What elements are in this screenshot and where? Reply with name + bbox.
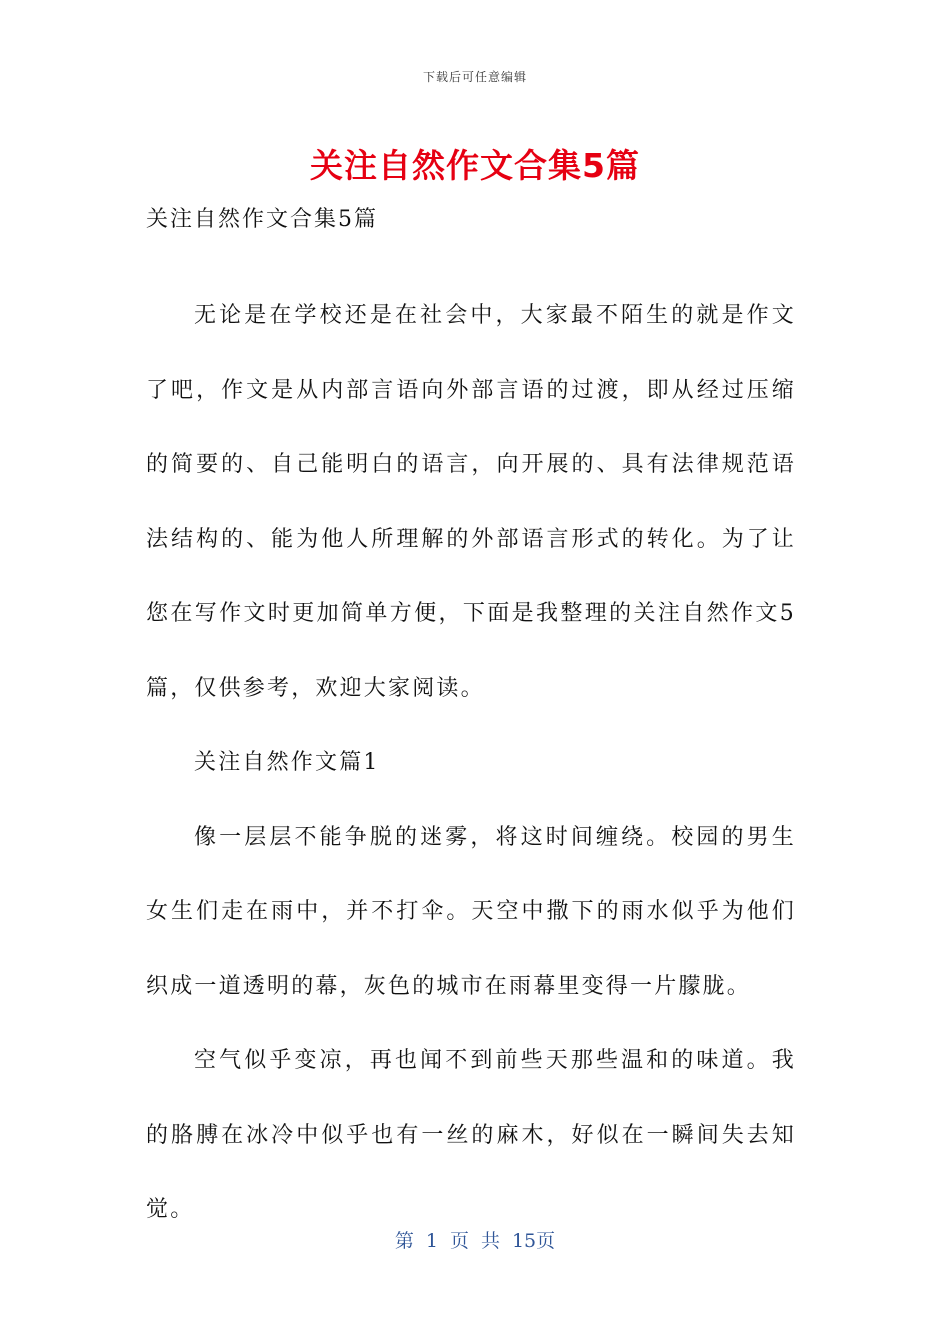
footer-prefix: 第	[394, 1230, 414, 1252]
footer-page-word: 页	[449, 1230, 469, 1252]
document-title: 关注自然作文合集5篇	[310, 146, 640, 185]
body-paragraph: 空气似乎变凉，再也闻不到前些天那些温和的味道。我的胳膊在冰冷中似乎也有一丝的麻木，好似在一瞬间失去知觉。	[146, 1048, 796, 1222]
document-body	[146, 200, 796, 1248]
document-subtitle: 关注自然作文合集5篇	[146, 207, 378, 232]
page-header-note: 下载后可任意编辑	[422, 70, 527, 84]
footer-total-pages: 15页	[511, 1230, 556, 1252]
page-number-footer	[0, 1226, 950, 1253]
intro-paragraph: 无论是在学校还是在社会中，大家最不陌生的就是作文了吧，作文是从内部言语向外部言语的过渡，即从经过压缩的简要的、自己能明白的语言，向开展的、具有法律规范语法结构的、能为他人所理解的外部语言形式的转化。为了让您在写作文时更加简单方便，下面是我整理的关注自然作文5篇，仅供参考，欢迎大家阅读。	[146, 303, 796, 701]
body-paragraph: 像一层层不能争脱的迷雾，将这时间缠绕。校园的男生女生们走在雨中，并不打伞。天空中撒下的雨水似乎为他们织成一道透明的幕，灰色的城市在雨幕里变得一片朦胧。	[146, 824, 796, 999]
section-heading: 关注自然作文篇1	[194, 750, 380, 775]
footer-total-word: 共	[480, 1230, 500, 1252]
footer-current-page: 1	[425, 1230, 438, 1252]
